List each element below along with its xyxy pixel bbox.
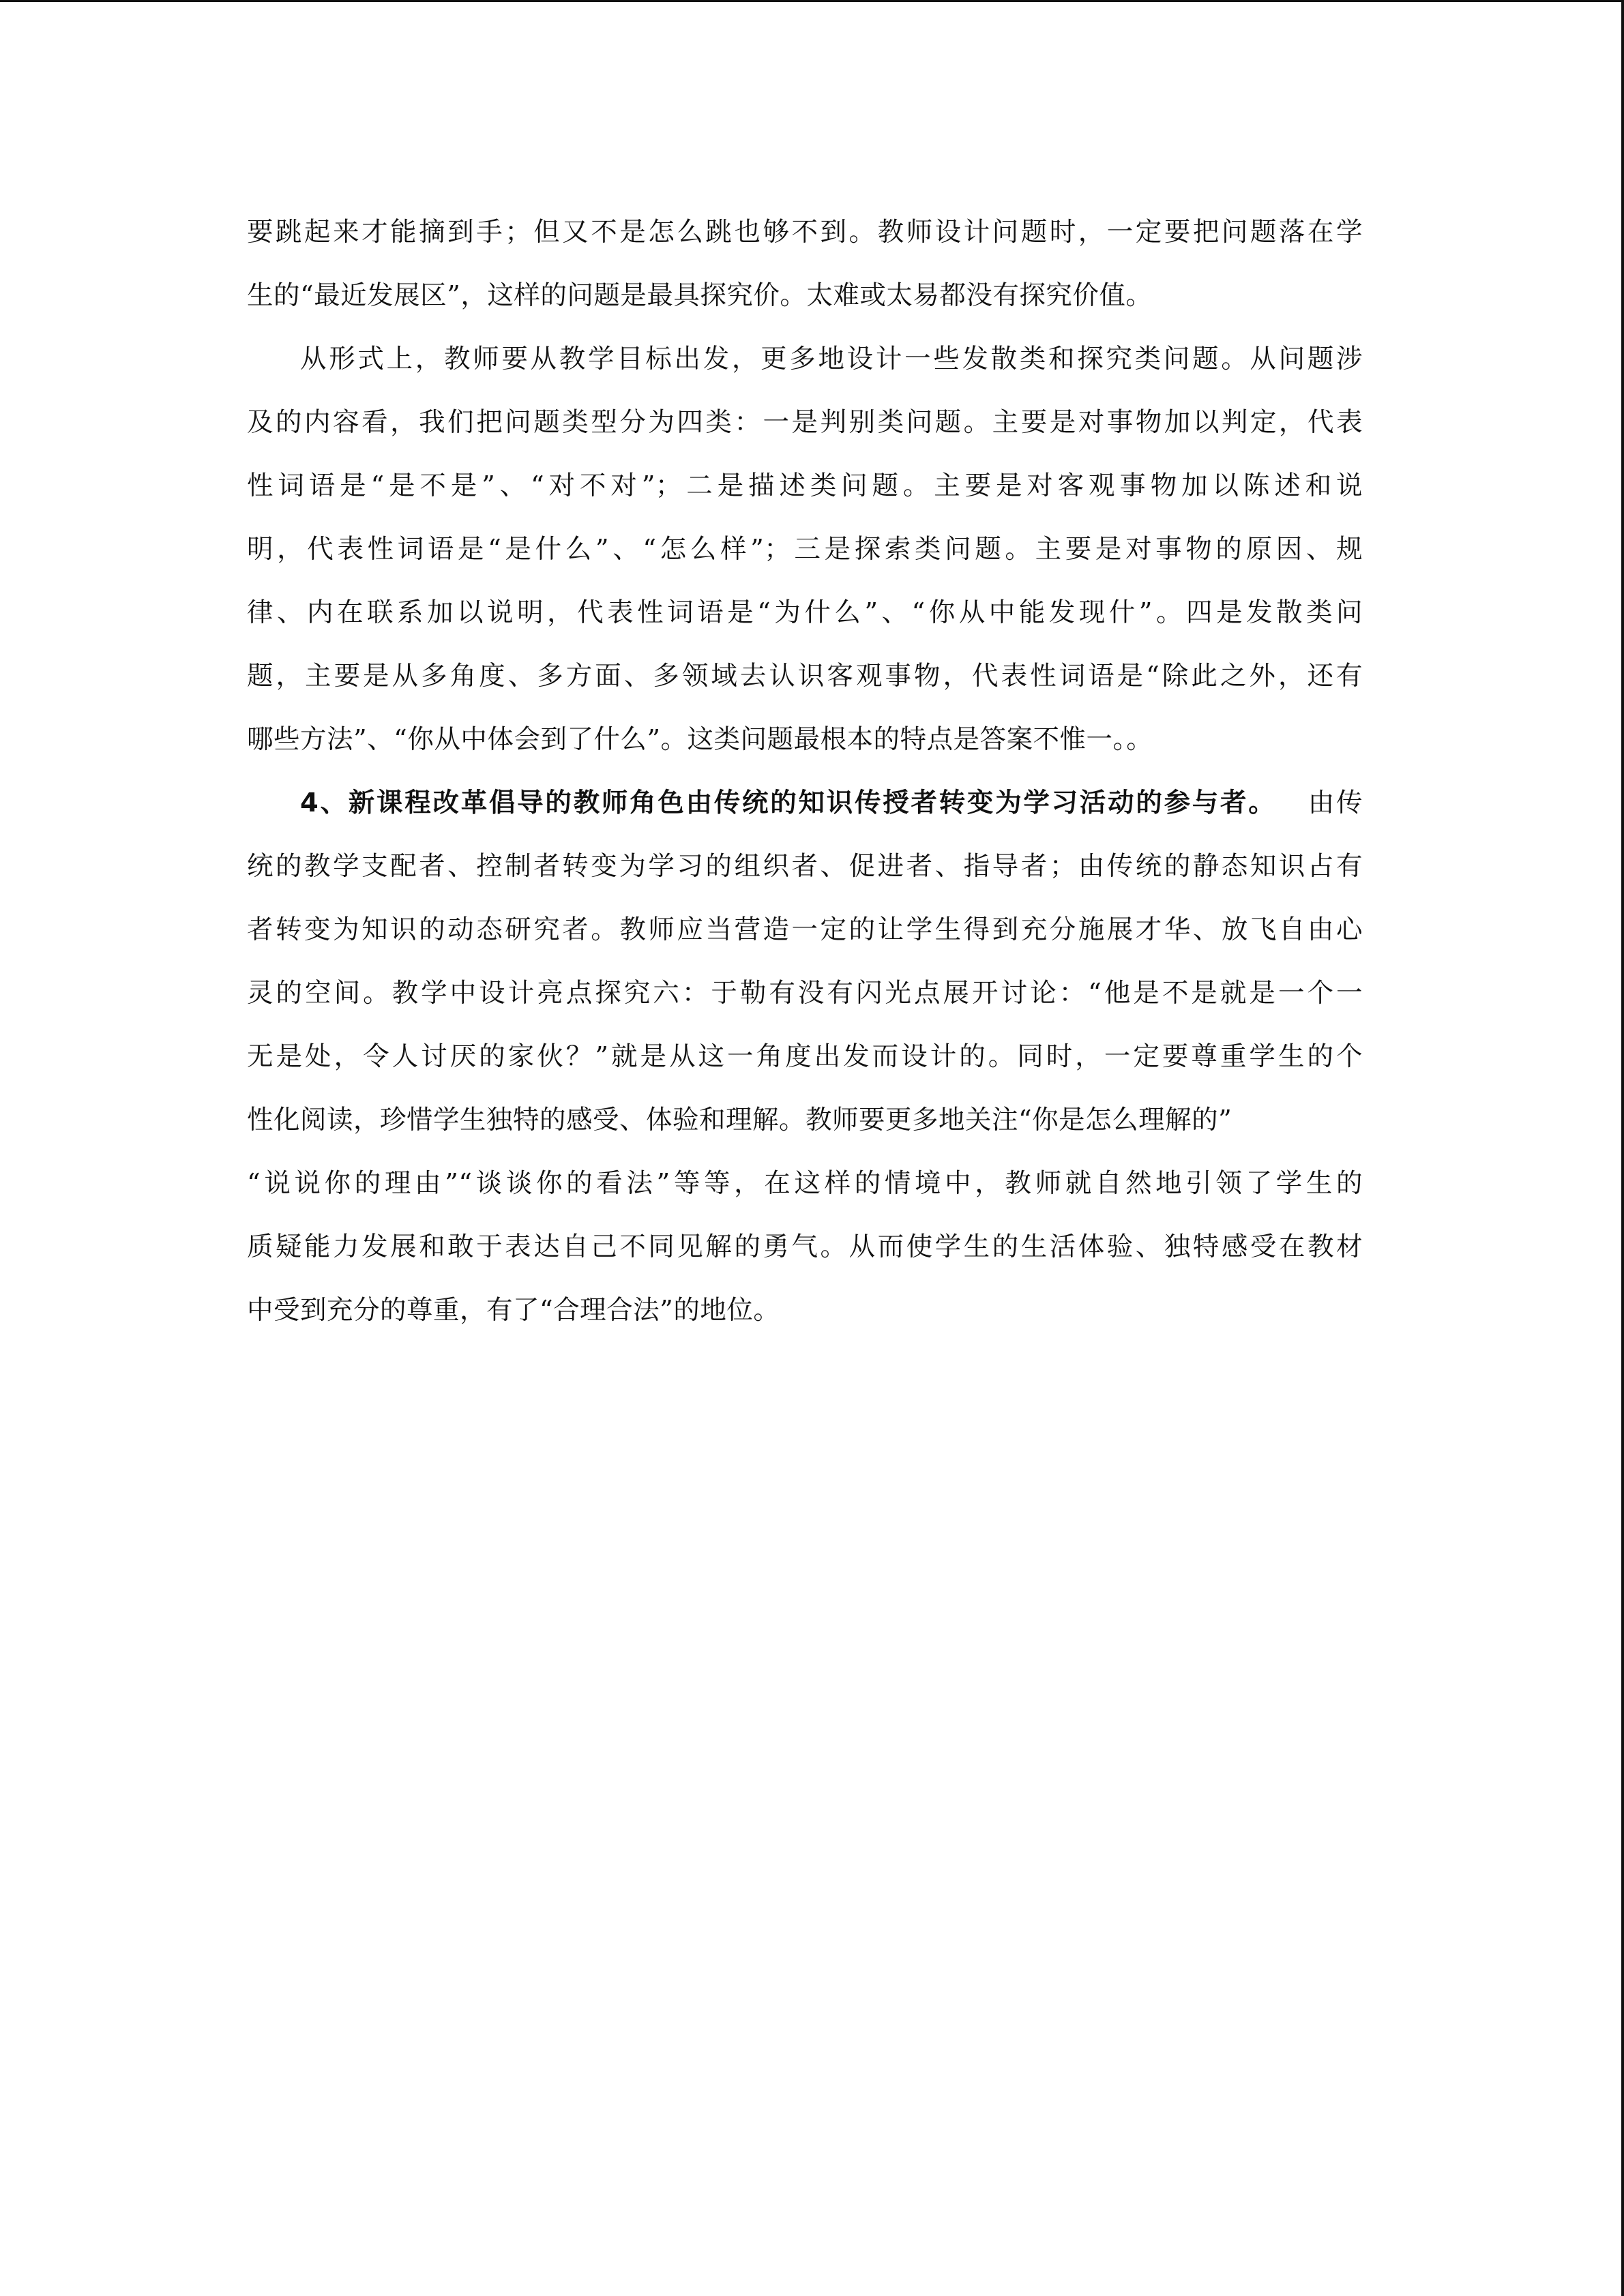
text-line-with-heading [247,771,1363,835]
text-line: 及的内容看，我们把问题类型分为四类：一是判别类问题。主要是对事物加以判定，代表 [247,407,1363,438]
text-fragment: 由传 [1306,788,1363,818]
text-line: “说说你的理由”“谈谈你的看法”等等，在这样的情境中，教师就自然地引领了学生的 [247,1168,1363,1199]
text-line: 统的教学支配者、控制者转变为学习的组织者、促进者、指导者；由传统的静态知识占有 [247,851,1363,882]
text-line: 从形式上，教师要从教学目标出发，更多地设计一些发散类和探究类问题。从问题涉 [300,344,1363,374]
text-line: 质疑能力发展和敢于表达自己不同见解的勇气。从而使学生的生活体验、独特感受在教材 [247,1232,1363,1262]
paragraph-zone-of-proximal-development [247,200,1363,327]
text-line: 明，代表性词语是“是什么”、“怎么样”；三是探索类问题。主要是对事物的原因、规 [247,534,1363,565]
paragraph-question-types [247,327,1363,771]
text-line: 律、内在联系加以说明，代表性词语是“为什么”、“你从中能发现什”。四是发散类问 [247,597,1363,628]
text-line: 要跳起来才能摘到手；但又不是怎么跳也够不到。教师设计问题时，一定要把问题落在学 [247,217,1363,248]
text-line: 生的“最近发展区”，这样的问题是最具探究价。太难或太易都没有探究价值。 [247,280,1153,311]
text-line: 题，主要是从多角度、多方面、多领域去认识客观事物，代表性词语是“除此之外，还有 [247,661,1363,691]
text-line: 性词语是“是不是”、“对不对”；二是描述类问题。主要是对客观事物加以陈述和说 [247,471,1363,501]
document-body [247,200,1363,1342]
paragraph-teacher-role [247,771,1363,1342]
text-line: 哪些方法”、“你从中体会到了什么”。这类问题最根本的特点是答案不惟一。。 [247,724,1153,755]
text-line: 性化阅读，珍惜学生独特的感受、体验和理解。教师要更多地关注“你是怎么理解的” [247,1105,1232,1135]
text-line: 无是处，令人讨厌的家伙？”就是从这一角度出发而设计的。同时，一定要尊重学生的个 [247,1041,1363,1072]
text-line: 中受到充分的尊重，有了“合理合法”的地位。 [247,1295,780,1326]
section-heading-4: 4、新课程改革倡导的教师角色由传统的知识传授者转变为学习活动的参与者。 [300,788,1277,818]
text-line: 者转变为知识的动态研究者。教师应当营造一定的让学生得到充分施展才华、放飞自由心 [247,914,1363,945]
text-line: 灵的空间。教学中设计亮点探究六：于勒有没有闪光点展开讨论：“他是不是就是一个一 [247,978,1363,1009]
